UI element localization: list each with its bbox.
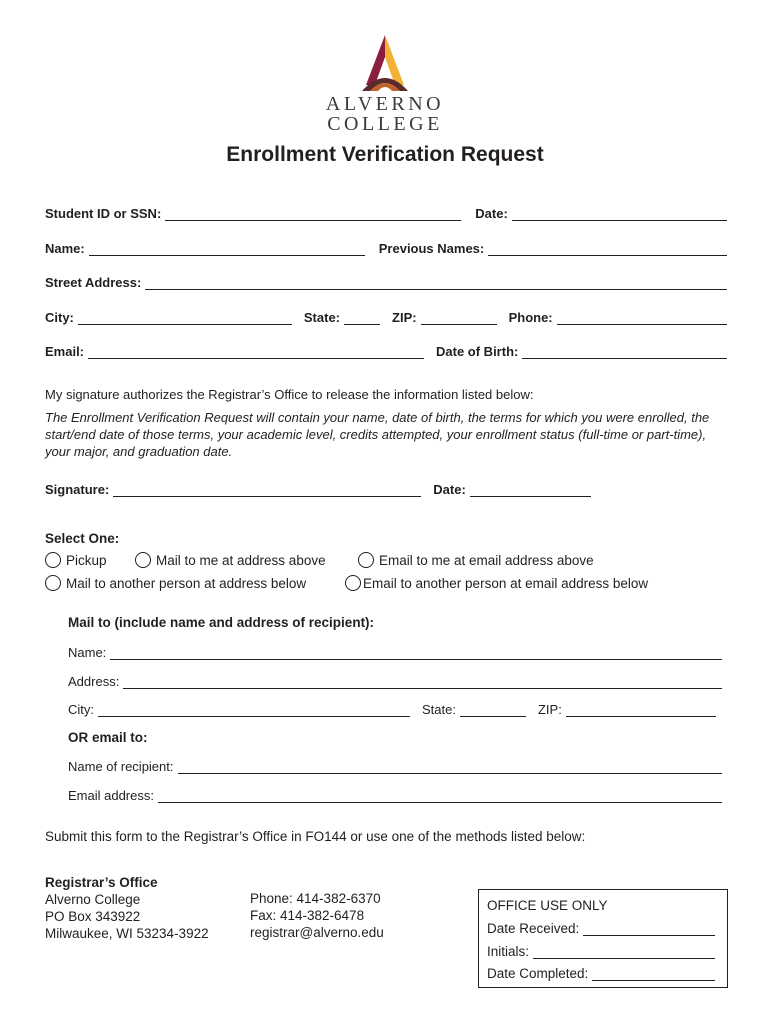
previous-names-label: Previous Names: xyxy=(378,241,485,256)
registrar-address-line2: PO Box 343922 xyxy=(45,909,141,924)
recipient-name-label: Name: xyxy=(68,645,107,660)
radio-email-to-other[interactable] xyxy=(345,575,361,591)
signature-field[interactable] xyxy=(113,484,421,497)
logo-wordmark-college: COLLEGE xyxy=(327,113,443,135)
name-label: Name: xyxy=(45,241,85,256)
option-pickup[interactable] xyxy=(45,552,107,568)
street-address-field[interactable] xyxy=(145,277,727,290)
date-completed-field[interactable] xyxy=(592,968,715,981)
registrar-contact xyxy=(250,890,384,941)
recipient-email-label: Email address: xyxy=(68,788,154,803)
recipient-email-name-label: Name of recipient: xyxy=(68,759,174,774)
zip-field[interactable] xyxy=(421,312,497,325)
option-mail-to-other-label: Mail to another person at address below xyxy=(66,575,307,591)
student-id-row xyxy=(45,205,727,221)
option-mail-to-me[interactable] xyxy=(135,552,326,568)
option-email-to-other-label: Email to another person at email address below xyxy=(363,575,649,591)
date-received-field[interactable] xyxy=(583,923,715,936)
student-id-field[interactable] xyxy=(165,208,461,221)
option-pickup-label: Pickup xyxy=(66,552,107,568)
initials-row xyxy=(487,944,715,959)
signature-label: Signature: xyxy=(45,482,110,497)
recipient-email-name-field[interactable] xyxy=(178,761,723,774)
recipient-name-row xyxy=(68,644,722,660)
street-row xyxy=(45,274,727,290)
radio-mail-to-other[interactable] xyxy=(45,575,61,591)
initials-label: Initials: xyxy=(487,944,530,959)
date-received-row xyxy=(487,921,715,936)
office-use-box xyxy=(478,889,728,988)
phone-label: Phone: xyxy=(508,310,553,325)
recipient-zip-label: ZIP: xyxy=(537,702,562,717)
city-label: City: xyxy=(45,310,74,325)
dob-label: Date of Birth: xyxy=(436,344,519,359)
recipient-address-field[interactable] xyxy=(123,676,722,689)
phone-field[interactable] xyxy=(557,312,727,325)
option-mail-to-other[interactable] xyxy=(45,575,306,591)
state-field[interactable] xyxy=(344,312,380,325)
city-row xyxy=(45,309,727,325)
recipient-state-field[interactable] xyxy=(460,704,526,717)
signature-row xyxy=(45,481,591,497)
registrar-address-line1: Alverno College xyxy=(45,892,141,907)
signature-date-field[interactable] xyxy=(470,484,591,497)
email-label: Email: xyxy=(45,344,85,359)
recipient-email-name-row xyxy=(68,758,722,774)
select-one-heading: Select One: xyxy=(45,531,120,546)
option-mail-to-me-label: Mail to me at address above xyxy=(156,552,326,568)
alverno-logo-icon xyxy=(356,35,414,93)
recipient-address-row xyxy=(68,673,722,689)
or-email-heading: OR email to: xyxy=(68,730,148,745)
recipient-city-field[interactable] xyxy=(98,704,410,717)
recipient-email-row xyxy=(68,787,722,803)
recipient-zip-field[interactable] xyxy=(566,704,716,717)
option-email-to-me[interactable] xyxy=(358,552,594,568)
option-email-to-me-label: Email to me at email address above xyxy=(379,552,594,568)
student-id-label: Student ID or SSN: xyxy=(45,206,162,221)
date-completed-row xyxy=(487,966,715,981)
option-email-to-other[interactable] xyxy=(345,575,648,591)
recipient-email-field[interactable] xyxy=(158,790,722,803)
registrar-phone: Phone: 414-382-6370 xyxy=(250,891,381,906)
registrar-fax: Fax: 414-382-6478 xyxy=(250,908,365,923)
previous-names-field[interactable] xyxy=(488,243,727,256)
registrar-address-line3: Milwaukee, WI 53234-3922 xyxy=(45,926,209,941)
radio-mail-to-me[interactable] xyxy=(135,552,151,568)
city-field[interactable] xyxy=(78,312,292,325)
email-field[interactable] xyxy=(88,346,424,359)
email-row xyxy=(45,343,727,359)
page-title: Enrollment Verification Request xyxy=(226,143,544,166)
recipient-address-label: Address: xyxy=(68,674,120,689)
mail-to-heading: Mail to (include name and address of recipient): xyxy=(68,615,375,630)
recipient-city-label: City: xyxy=(68,702,94,717)
registrar-email[interactable]: registrar@alverno.edu xyxy=(250,925,384,940)
office-use-title: OFFICE USE ONLY xyxy=(487,898,608,913)
registrar-address xyxy=(45,874,209,942)
street-address-label: Street Address: xyxy=(45,275,142,290)
radio-email-to-me[interactable] xyxy=(358,552,374,568)
signature-date-label: Date: xyxy=(433,482,466,497)
dob-field[interactable] xyxy=(522,346,727,359)
date-received-label: Date Received: xyxy=(487,921,580,936)
state-label: State: xyxy=(303,310,341,325)
initials-field[interactable] xyxy=(533,946,715,959)
name-row xyxy=(45,240,727,256)
zip-label: ZIP: xyxy=(392,310,417,325)
request-date-label: Date: xyxy=(475,206,508,221)
radio-pickup[interactable] xyxy=(45,552,61,568)
recipient-name-field[interactable] xyxy=(110,647,722,660)
logo-wordmark-alverno: ALVERNO xyxy=(325,93,445,115)
submit-instructions: Submit this form to the Registrar’s Office in FO144 or use one of the methods listed below: xyxy=(45,829,586,844)
authorization-intro: My signature authorizes the Registrar’s Office to release the information listed below: xyxy=(45,387,534,402)
request-date-field[interactable] xyxy=(512,208,727,221)
recipient-state-label: State: xyxy=(422,702,456,717)
name-field[interactable] xyxy=(89,243,365,256)
recipient-city-row xyxy=(68,701,716,717)
date-completed-label: Date Completed: xyxy=(487,966,589,981)
authorization-details: The Enrollment Verification Request will contain your name, date of birth, the terms for which you were enrolled, the start/end date of those terms, your academic level, credits attempted, your enrollment status (full-time or part-time), your major, and graduation date. xyxy=(45,410,710,459)
registrar-office-name: Registrar’s Office xyxy=(45,875,158,890)
